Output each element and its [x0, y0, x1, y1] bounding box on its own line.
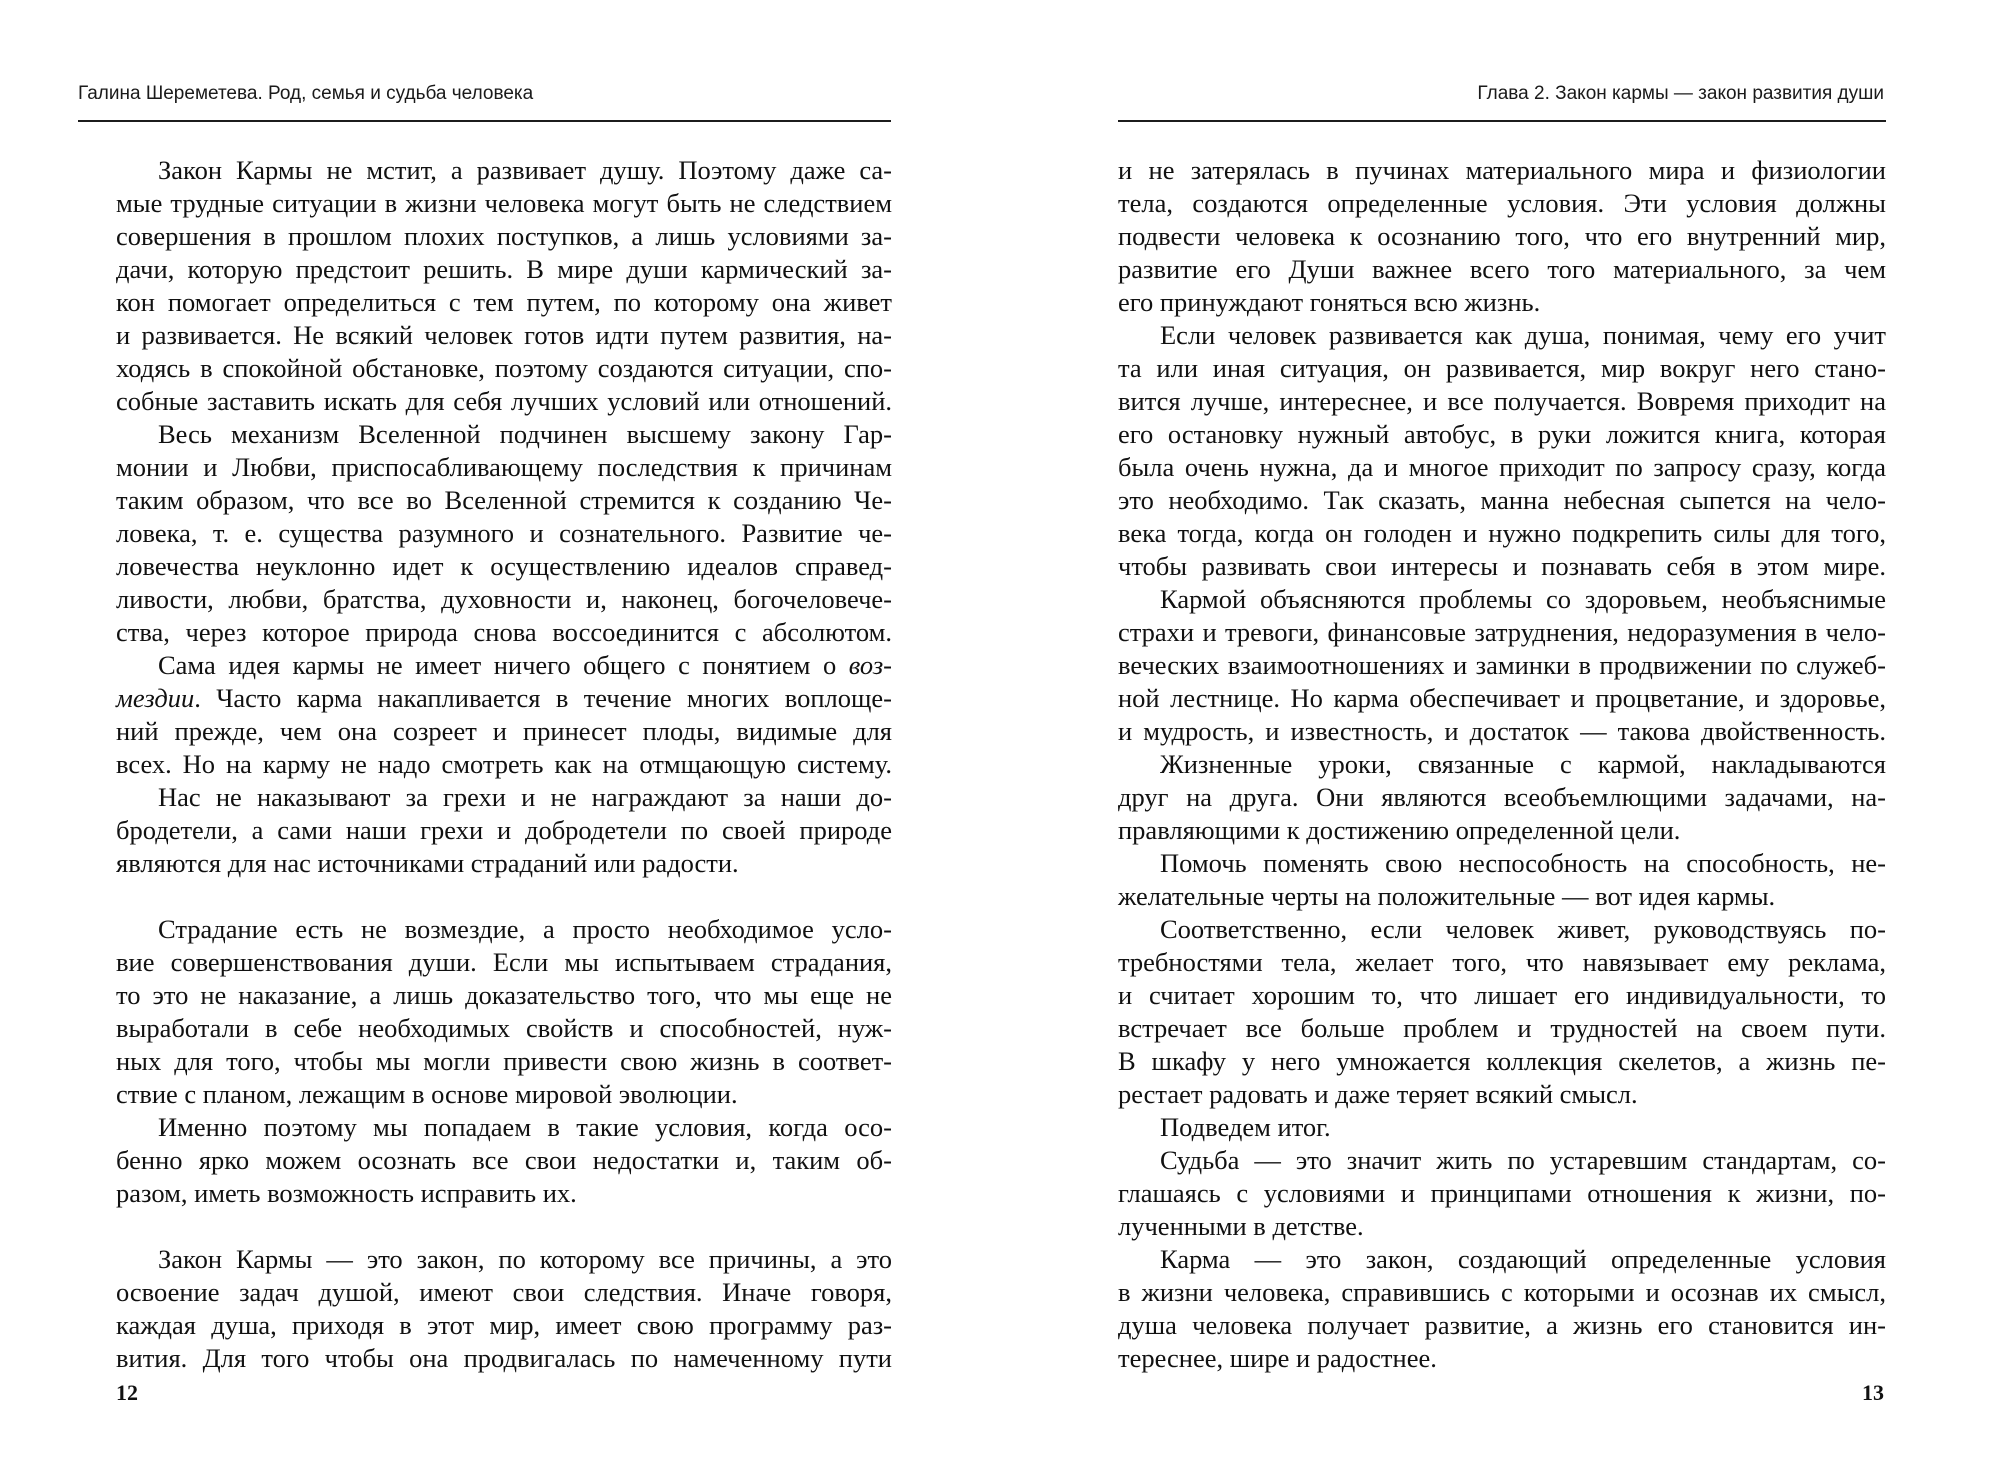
right-running-head: Глава 2. Закон кармы — закон развития души	[1477, 83, 1884, 104]
text-line: была очень нужна, да и многое приходит по запросу сразу, когда	[1118, 452, 1886, 482]
left-body-text	[116, 154, 892, 1375]
text-line: друг на друга. Они являются всеобъемлющими задачами, на-	[1118, 782, 1886, 812]
text-line: Кармой объясняются проблемы со здоровьем, необъяснимые	[1160, 584, 1886, 614]
text-line: В шкафу у него умножается коллекция скелетов, а жизнь пе-	[1118, 1046, 1886, 1076]
text-line: тереснее, шире и радостнее.	[1118, 1343, 1437, 1373]
text-line: подвести человека к осознанию того, что его внутренний мир,	[1118, 221, 1886, 251]
text-line: ловека, т. е. существа разумного и сознательного. Развитие че-	[116, 518, 892, 548]
text-line: выработали в себе необходимых свойств и способностей, нуж-	[116, 1013, 892, 1043]
text-line: и считает хорошим то, что лишает его индивидуальности, то	[1118, 980, 1886, 1010]
text-line: Если человек развивается как душа, понимая, чему его учит	[1160, 320, 1886, 350]
text-line: совершения в прошлом плохих поступков, а лишь условиями за-	[116, 221, 892, 251]
text-line: развитие его Души важнее всего того материального, за чем	[1118, 254, 1886, 284]
text-line: Весь механизм Вселенной подчинен высшему закону Гар-	[158, 419, 892, 449]
text-line: дачи, которую предстоит решить. В мире души кармический за-	[116, 254, 892, 284]
text-line: его остановку нужный автобус, в руки ложится книга, которая	[1118, 419, 1886, 449]
text-line: Именно поэтому мы попадаем в такие условия, когда осо-	[158, 1112, 892, 1142]
text-line: разом, иметь возможность исправить их.	[116, 1178, 577, 1208]
text-line: бенно ярко можем осознать все свои недостатки и, таким об-	[116, 1145, 892, 1175]
text-line: Сама идея кармы не имеет ничего общего с понятием о воз-	[158, 650, 892, 680]
text-line: вится лучше, интереснее, и все получается. Вовремя приходит на	[1118, 386, 1886, 416]
text-line: бродетели, а сами наши грехи и добродетели по своей природе	[116, 815, 892, 845]
text-line: Нас не наказывают за грехи и не награждают за наши до-	[158, 782, 892, 812]
text-line: Помочь поменять свою неспособность на способность, не-	[1160, 848, 1886, 878]
text-line: ловечества неуклонно идет к осуществлению идеалов справед-	[116, 551, 892, 581]
text-line: чтобы развивать свои интересы и познавать себя в этом мире.	[1118, 551, 1886, 581]
paragraph-gap	[116, 1210, 892, 1243]
text-line: ной лестнице. Но карма обеспечивает и процветание, и здоровье,	[1118, 683, 1886, 713]
text-line: кон помогает определиться с тем путем, по которому она живет	[116, 287, 892, 317]
text-line: ствие с планом, лежащим в основе мировой эволюции.	[116, 1079, 738, 1109]
text-line: ства, через которое природа снова воссоединится с абсолютом.	[116, 617, 892, 647]
text-line: каждая душа, приходя в этот мир, имеет свою программу раз-	[116, 1310, 892, 1340]
right-page-number: 13	[1862, 1380, 1884, 1405]
text-line: та или иная ситуация, он развивается, мир вокруг него стано-	[1118, 353, 1886, 383]
text-line: Карма — это закон, создающий определенные условия	[1160, 1244, 1886, 1274]
text-line: собные заставить искать для себя лучших условий или отношений.	[116, 386, 892, 416]
italic-term: мездии	[116, 683, 195, 713]
text-line: таким образом, что все во Вселенной стремится к созданию Че-	[116, 485, 892, 515]
text-line: Закон Кармы — это закон, по которому все причины, а это	[158, 1244, 892, 1274]
paragraph-gap	[116, 880, 892, 913]
text-line: Страдание есть не возмездие, а просто необходимое усло-	[158, 914, 892, 944]
text-line: ходясь в спокойной обстановке, поэтому создаются ситуации, спо-	[116, 353, 892, 383]
text-line: Судьба — это значит жить по устаревшим стандартам, со-	[1160, 1145, 1886, 1175]
right-header-rule	[1118, 120, 1886, 122]
text-line: вития. Для того чтобы она продвигалась по намеченному пути	[116, 1343, 892, 1373]
text-line: Соответственно, если человек живет, руководствуясь по-	[1160, 914, 1886, 944]
text-line: являются для нас источниками страданий или радости.	[116, 848, 739, 878]
text-line: правляющими к достижению определенной цели.	[1118, 815, 1681, 845]
text-line: всех. Но на карму не надо смотреть как на отмщающую систему.	[116, 749, 892, 779]
text-line: монии и Любви, приспосабливающему последствия к причинам	[116, 452, 892, 482]
text-line: глашаясь с условиями и принципами отношения к жизни, по-	[1118, 1178, 1886, 1208]
left-page-number: 12	[116, 1380, 138, 1405]
text-line: тела, создаются определенные условия. Эти условия должны	[1118, 188, 1886, 218]
text-line: Жизненные уроки, связанные с кармой, накладываются	[1160, 749, 1886, 779]
left-running-head: Галина Шереметева. Род, семья и судьба человека	[78, 83, 534, 104]
text-line: века тогда, когда он голоден и нужно подкрепить силы для того,	[1118, 518, 1886, 548]
text-line: и не затерялась в пучинах материального мира и физиологии	[1118, 155, 1886, 185]
text-line: страхи и тревоги, финансовые затруднения, недоразумения в чело-	[1118, 617, 1886, 647]
text-line: Закон Кармы не мстит, а развивает душу. Поэтому даже са-	[158, 155, 892, 185]
text-line: ных для того, чтобы мы могли привести свою жизнь в соответ-	[116, 1046, 892, 1076]
text-line: душа человека получает развитие, а жизнь его становится ин-	[1118, 1310, 1886, 1340]
text-line: и мудрость, и известность, и достаток — такова двойственность.	[1118, 716, 1886, 746]
right-body-text	[1118, 154, 1886, 1375]
text-line: веческих взаимоотношениях и заминки в продвижении по служеб-	[1118, 650, 1886, 680]
text-line: это необходимо. Так сказать, манна небесная сыпется на чело-	[1118, 485, 1886, 515]
text-line: требностями тела, желает того, что навязывает ему реклама,	[1118, 947, 1886, 977]
text-line: вие совершенствования души. Если мы испытываем страдания,	[116, 947, 892, 977]
text-line: рестает радовать и даже теряет всякий смысл.	[1118, 1079, 1638, 1109]
text-line: его принуждают гоняться всю жизнь.	[1118, 287, 1541, 317]
text-line: то это не наказание, а лишь доказательство того, что мы еще не	[116, 980, 892, 1010]
text-line: и развивается. Не всякий человек готов идти путем развития, на-	[116, 320, 892, 350]
text-line: ний прежде, чем она созреет и принесет плоды, видимые для	[116, 716, 892, 746]
italic-term: воз-	[848, 650, 892, 680]
text-line: освоение задач душой, имеют свои следствия. Иначе говоря,	[116, 1277, 892, 1307]
text-line: встречает все больше проблем и трудностей на своем пути.	[1118, 1013, 1886, 1043]
text-line: лученными в детстве.	[1118, 1211, 1364, 1241]
text-line: Подведем итог.	[1160, 1112, 1331, 1142]
text-line: мездии. Часто карма накапливается в течение многих воплоще-	[116, 683, 892, 713]
text-line: в жизни человека, справившись с которыми и осознав их смысл,	[1118, 1277, 1886, 1307]
right-page	[1000, 0, 2000, 1457]
text-line: желательные черты на положительные — вот идея кармы.	[1118, 881, 1776, 911]
text-line: ливости, любви, братства, духовности и, наконец, богочеловече-	[116, 584, 892, 614]
left-header-rule	[78, 120, 891, 122]
text-line: мые трудные ситуации в жизни человека могут быть не следствием	[116, 188, 892, 218]
